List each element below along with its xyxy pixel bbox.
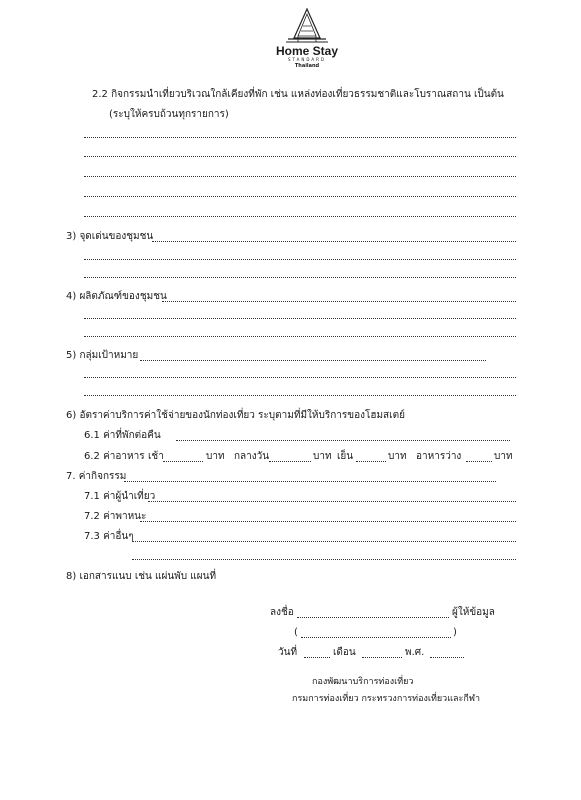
baht-unit: บาท: [313, 451, 332, 462]
answer-line[interactable]: [84, 395, 516, 396]
answer-line[interactable]: [140, 360, 486, 361]
baht-unit: บาท: [206, 451, 225, 462]
item-6-2-label: 6.2 ค่าอาหาร: [84, 451, 145, 462]
answer-line[interactable]: [84, 259, 516, 260]
section-2-2-heading: 2.2 กิจกรรมนำเที่ยวบริเวณใกล้เคียงที่พัก เช่น แหล่งท่องเที่ยวธรรมชาติและโบราณสถาน เป็นต้น: [92, 89, 504, 100]
answer-line[interactable]: [140, 521, 516, 522]
date-label: วันที่: [278, 647, 298, 658]
lunch-label: กลางวัน: [234, 451, 270, 462]
item-6-1-label: 6.1 ค่าที่พักต่อคืน: [84, 430, 161, 441]
breakfast-price-field[interactable]: [163, 461, 203, 462]
item-7-label: 7. ค่ากิจกรรม: [66, 471, 127, 482]
item-7-2-label: 7.2 ค่าพาหนะ: [84, 511, 147, 522]
item-6-label: 6) อัตราค่าบริการค่าใช้จ่ายของนักท่องเที่ยว ระบุตามที่มีให้บริการของโฮมสเตย์: [66, 410, 405, 421]
snack-label: อาหารว่าง: [416, 451, 462, 462]
answer-line[interactable]: [84, 277, 516, 278]
logo-subtitle: STANDARD: [287, 57, 326, 62]
answer-line[interactable]: [148, 501, 516, 502]
paren-close: ): [453, 627, 457, 638]
item-5-label: 5) กลุ่มเป้าหมาย: [66, 350, 139, 361]
answer-line[interactable]: [84, 196, 516, 197]
answer-line[interactable]: [84, 176, 516, 177]
item-8-label: 8) เอกสารแนบ เช่น แผ่นพับ แผนที่: [66, 571, 217, 582]
answer-line[interactable]: [162, 301, 516, 302]
answer-line[interactable]: [84, 318, 516, 319]
answer-line[interactable]: [84, 137, 516, 138]
informant-label: ผู้ให้ข้อมูล: [452, 607, 495, 618]
answer-line[interactable]: [132, 541, 516, 542]
dinner-price-field[interactable]: [356, 461, 386, 462]
logo-country: Thailand: [294, 63, 320, 69]
breakfast-label: เช้า: [148, 451, 164, 462]
answer-line[interactable]: [84, 156, 516, 157]
answer-line[interactable]: [84, 336, 516, 337]
lunch-price-field[interactable]: [269, 461, 311, 462]
year-label: พ.ศ.: [405, 647, 425, 658]
snack-price-field[interactable]: [466, 461, 492, 462]
month-field[interactable]: [362, 657, 402, 658]
item-7-1-label: 7.1 ค่าผู้นำเที่ยว: [84, 491, 156, 502]
logo-title: Home Stay: [275, 44, 339, 58]
baht-unit: บาท: [494, 451, 513, 462]
year-field[interactable]: [430, 657, 464, 658]
answer-line[interactable]: [84, 216, 516, 217]
footer-division: กองพัฒนาบริการท่องเที่ยว: [312, 677, 414, 687]
item-7-3-label: 7.3 ค่าอื่นๆ: [84, 531, 134, 542]
answer-line[interactable]: [176, 440, 510, 441]
signature-field[interactable]: [297, 617, 449, 618]
printed-name-field[interactable]: [301, 637, 451, 638]
item-4-label: 4) ผลิตภัณฑ์ของชุมชน: [66, 291, 167, 302]
answer-line[interactable]: [84, 377, 516, 378]
footer-department: กรมการท่องเที่ยว กระทรวงการท่องเที่ยวและกีฬา: [292, 694, 481, 704]
answer-line[interactable]: [152, 241, 516, 242]
thai-house-icon: [284, 8, 330, 44]
answer-line[interactable]: [124, 481, 496, 482]
homestay-logo: [262, 8, 352, 70]
item-3-label: 3) จุดเด่นของชุมชน: [66, 231, 154, 242]
baht-unit: บาท: [388, 451, 407, 462]
day-field[interactable]: [304, 657, 330, 658]
month-label: เดือน: [333, 647, 356, 658]
sign-label: ลงชื่อ: [270, 607, 294, 618]
paren-open: (: [294, 627, 298, 638]
dinner-label: เย็น: [337, 451, 354, 462]
section-2-2-note: (ระบุให้ครบถ้วนทุกรายการ): [109, 109, 229, 120]
answer-line[interactable]: [132, 559, 516, 560]
